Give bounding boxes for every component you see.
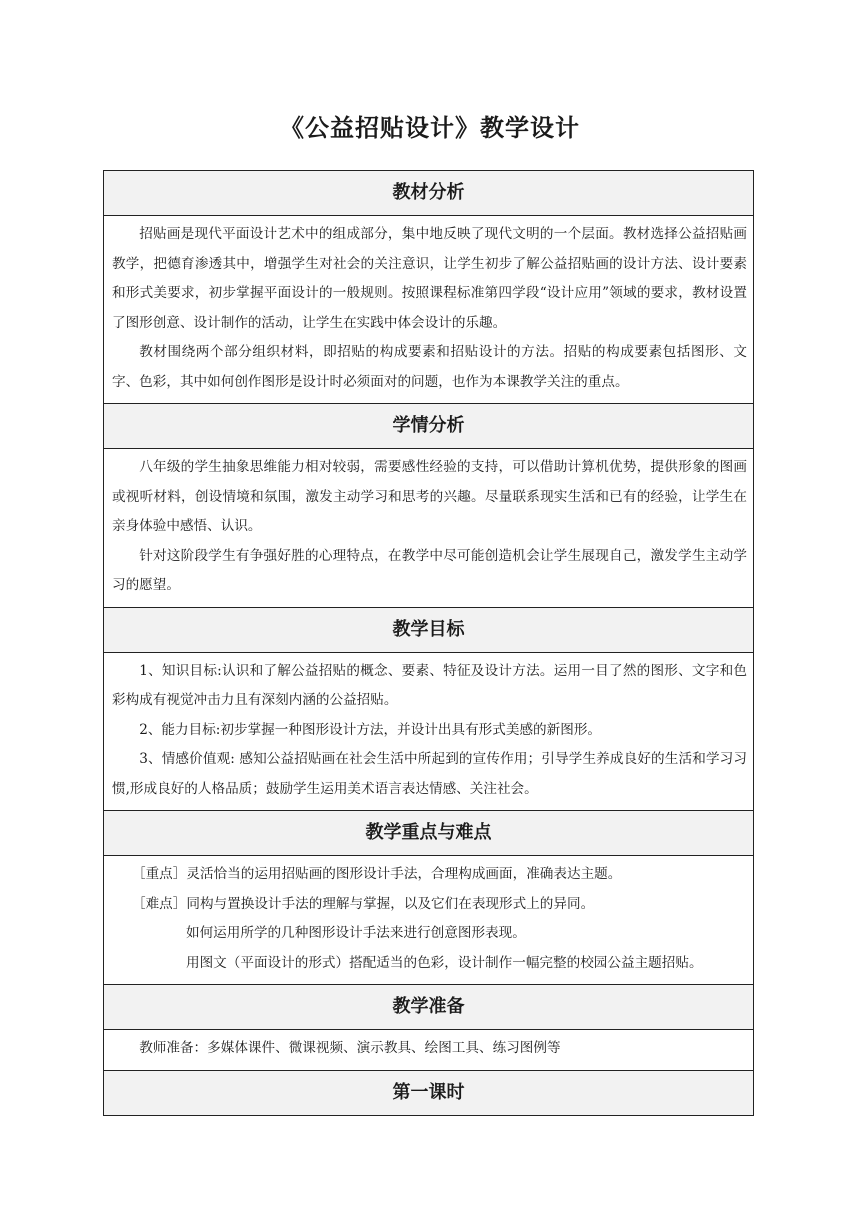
paragraph: 招贴画是现代平面设计艺术中的组成部分，集中地反映了现代文明的一个层面。教材选择公益招贴画教学，把德育渗透其中，增强学生对社会的关注意识，让学生初步了解公益招贴画的设计方法、设计要素和形式美要求，初步掌握平面设计的一般规则。按照课程标准第四学段“设计应用”领域的要求，教材设置了图形创意、设计制作的活动，让学生在实践中体会设计的乐趣。 bbox=[112, 226, 747, 331]
prep-text: 教师准备：多媒体课件、微课视频、演示教具、绘图工具、练习图例等 bbox=[139, 1040, 561, 1056]
paragraph: 针对这阶段学生有争强好胜的心理特点，在教学中尽可能创造机会让学生展现自己，激发学生主动学习的愿望。 bbox=[112, 547, 747, 593]
goal-item: 1、知识目标:认识和了解公益招贴的概念、要素、特征及设计方法。运用一目了然的图形、文字和色彩构成有视觉冲击力且有深刻内涵的公益招贴。 bbox=[112, 662, 747, 708]
section-body-prep bbox=[104, 1030, 753, 1070]
section-body-analysis bbox=[104, 216, 753, 403]
section-body-keypoints bbox=[104, 856, 753, 984]
section-heading-prep: 教学准备 bbox=[104, 984, 753, 1030]
section-body-goals bbox=[104, 653, 753, 811]
document-title: 《公益招贴设计》教学设计 bbox=[280, 114, 580, 142]
goal-item: 2、能力目标:初步掌握一种图形设计方法，并设计出具有形式美感的新图形。 bbox=[139, 721, 602, 738]
section-heading-lesson: 第一课时 bbox=[104, 1070, 753, 1115]
paragraph: 八年级的学生抽象思维能力相对较弱，需要感性经验的支持，可以借助计算机优势，提供形象的图画或视听材料，创设情境和氛围，激发主动学习和思考的兴趣。尽量联系现实生活和已有的经验，让学生在亲身体验中感悟、认识。 bbox=[112, 459, 747, 534]
key-point: ［重点］灵活恰当的运用招贴画的图形设计手法，合理构成画面，准确表达主题。 bbox=[132, 866, 622, 882]
section-heading-students: 学情分析 bbox=[104, 403, 753, 449]
goal-item: 3、情感价值观: 感知公益招贴画在社会生活中所起到的宣传作用；引导学生养成良好的生活和学习习惯,形成良好的人格品质；鼓励学生运用美术语言表达情感、关注社会。 bbox=[112, 751, 747, 797]
difficult-point-detail: 用图文（平面设计的形式）搭配适当的色彩，设计制作一幅完整的校园公益主题招贴。 bbox=[186, 954, 703, 971]
difficult-point: ［难点］同构与置换设计手法的理解与掌握，以及它们在表现形式上的异同。 bbox=[132, 895, 595, 912]
section-heading-analysis: 教材分析 bbox=[104, 171, 753, 216]
section-body-students bbox=[104, 449, 753, 607]
paragraph: 教材围绕两个部分组织材料，即招贴的构成要素和招贴设计的方法。招贴的构成要素包括图形、文字、色彩，其中如何创作图形是设计时必须面对的问题，也作为本课教学关注的重点。 bbox=[112, 344, 747, 390]
difficult-point-detail: 如何运用所学的几种图形设计手法来进行创意图形表现。 bbox=[186, 925, 526, 941]
lesson-plan-table bbox=[103, 170, 754, 1116]
section-heading-goals: 教学目标 bbox=[104, 607, 753, 653]
section-heading-keypoints: 教学重点与难点 bbox=[104, 810, 753, 856]
